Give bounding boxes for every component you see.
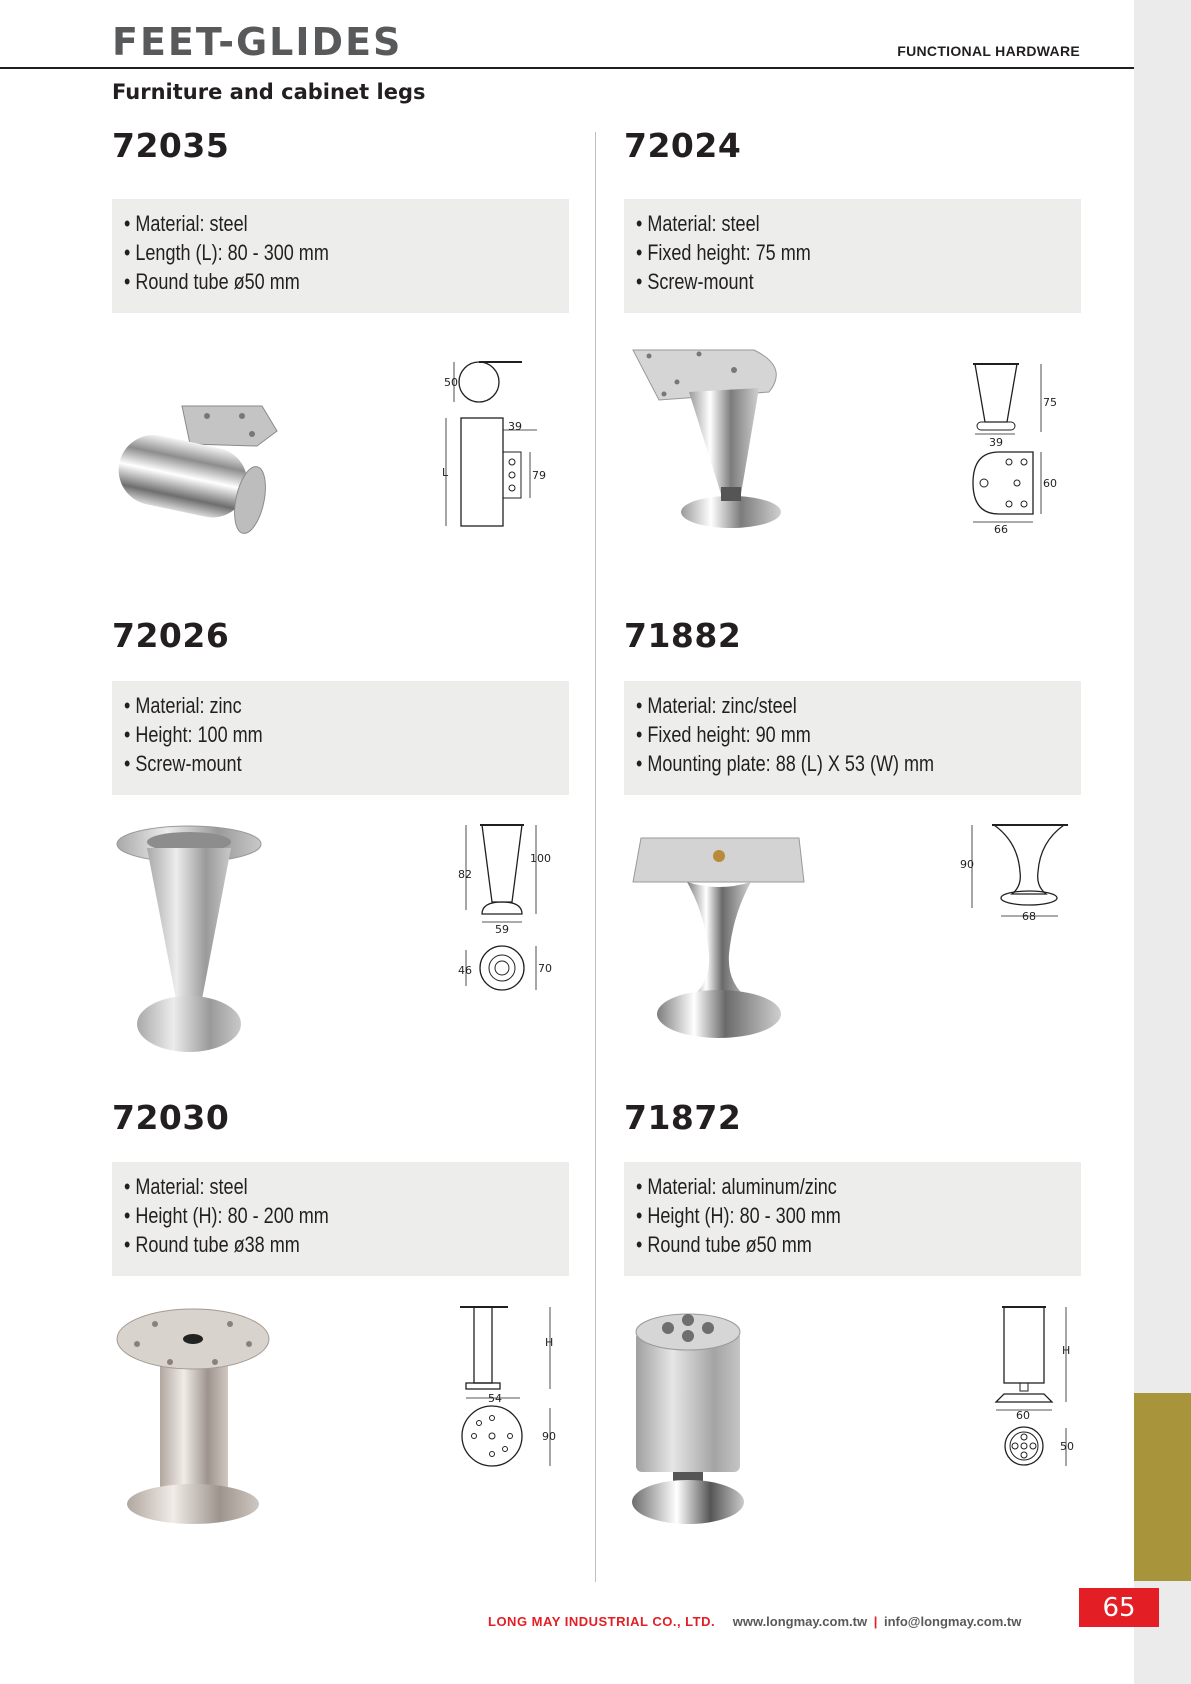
dim-label: 90 [960, 858, 974, 871]
spec-item: • Fixed height: 75 mm [636, 238, 991, 267]
dim-label: 50 [444, 376, 458, 389]
spec-item: • Height: 100 mm [124, 720, 479, 749]
spec-item: • Material: steel [636, 209, 991, 238]
dim-label: 54 [488, 1392, 502, 1405]
company-name: LONG MAY INDUSTRIAL CO., LTD. [488, 1614, 716, 1629]
dim-label: 66 [994, 523, 1008, 536]
dimension-drawing [442, 358, 552, 538]
spec-item: • Round tube ø50 mm [124, 267, 479, 296]
spec-box [112, 1162, 569, 1276]
dim-label: 75 [1043, 396, 1057, 409]
dimension-drawing [954, 822, 1074, 932]
spec-box [624, 199, 1081, 313]
spec-item: • Height (H): 80 - 200 mm [124, 1201, 479, 1230]
product-72024 [624, 126, 1082, 546]
dimension-drawing [458, 1304, 558, 1474]
page-title: FEET-GLIDES [112, 20, 403, 64]
dim-label: 60 [1043, 477, 1057, 490]
dim-label: 90 [542, 1430, 556, 1443]
product-photo [628, 1306, 778, 1526]
category-label: FUNCTIONAL HARDWARE [897, 43, 1080, 59]
spec-box [624, 1162, 1081, 1276]
spec-item: • Screw-mount [124, 749, 479, 778]
spec-box [112, 199, 569, 313]
product-71872 [624, 1098, 1082, 1538]
footer [488, 1614, 1021, 1629]
section-subtitle: Furniture and cabinet legs [112, 80, 426, 104]
spec-item: • Material: steel [124, 1172, 479, 1201]
dim-label: L [442, 466, 449, 479]
spec-item: • Fixed height: 90 mm [636, 720, 991, 749]
spec-item: • Round tube ø50 mm [636, 1230, 991, 1259]
product-photo [629, 834, 809, 1044]
product-71882 [624, 616, 1082, 1056]
email-link[interactable]: info@longmay.com.tw [883, 1614, 1022, 1629]
spec-item: • Material: steel [124, 209, 479, 238]
dimension-drawing [969, 362, 1069, 542]
spec-item: • Screw-mount [636, 267, 991, 296]
product-code: 72030 [112, 1098, 230, 1137]
dimension-drawing [460, 822, 560, 1022]
dim-label: 70 [538, 962, 552, 975]
product-code: 71882 [624, 616, 742, 655]
column-divider [595, 132, 596, 1582]
dim-label: 82 [458, 868, 472, 881]
product-code: 72024 [624, 126, 742, 165]
product-photo [629, 342, 799, 532]
spec-item: • Mounting plate: 88 (L) X 53 (W) mm [636, 749, 991, 778]
product-72026 [112, 616, 570, 1056]
footer-separator: | [873, 1614, 878, 1629]
spec-item: • Material: aluminum/zinc [636, 1172, 991, 1201]
dim-label: 39 [989, 436, 1003, 449]
section-tab [1134, 1393, 1191, 1581]
product-photo [115, 1304, 275, 1534]
spec-item: • Round tube ø38 mm [124, 1230, 479, 1259]
page-number: 65 [1079, 1588, 1159, 1627]
dim-label: 68 [1022, 910, 1036, 923]
spec-item: • Material: zinc [124, 691, 479, 720]
header-rule [0, 67, 1134, 69]
dim-label: H [545, 1336, 554, 1349]
dim-label: 50 [1060, 1440, 1074, 1453]
product-photo [112, 396, 282, 536]
product-72035 [112, 126, 570, 546]
product-72030 [112, 1098, 570, 1538]
dim-label: 59 [495, 923, 509, 936]
product-code: 72035 [112, 126, 230, 165]
spec-item: • Material: zinc/steel [636, 691, 991, 720]
spec-box [112, 681, 569, 795]
dimension-drawing [994, 1304, 1074, 1474]
product-code: 72026 [112, 616, 230, 655]
spec-item: • Length (L): 80 - 300 mm [124, 238, 479, 267]
spec-box [624, 681, 1081, 795]
dim-label: 39 [508, 420, 522, 433]
product-code: 71872 [624, 1098, 742, 1137]
product-photo [114, 824, 264, 1054]
dim-label: 46 [458, 964, 472, 977]
dim-label: 100 [530, 852, 551, 865]
spec-item: • Height (H): 80 - 300 mm [636, 1201, 991, 1230]
website-link[interactable]: www.longmay.com.tw [732, 1614, 868, 1629]
dim-label: H [1062, 1344, 1071, 1357]
dim-label: 60 [1016, 1409, 1030, 1422]
dim-label: 79 [532, 469, 546, 482]
